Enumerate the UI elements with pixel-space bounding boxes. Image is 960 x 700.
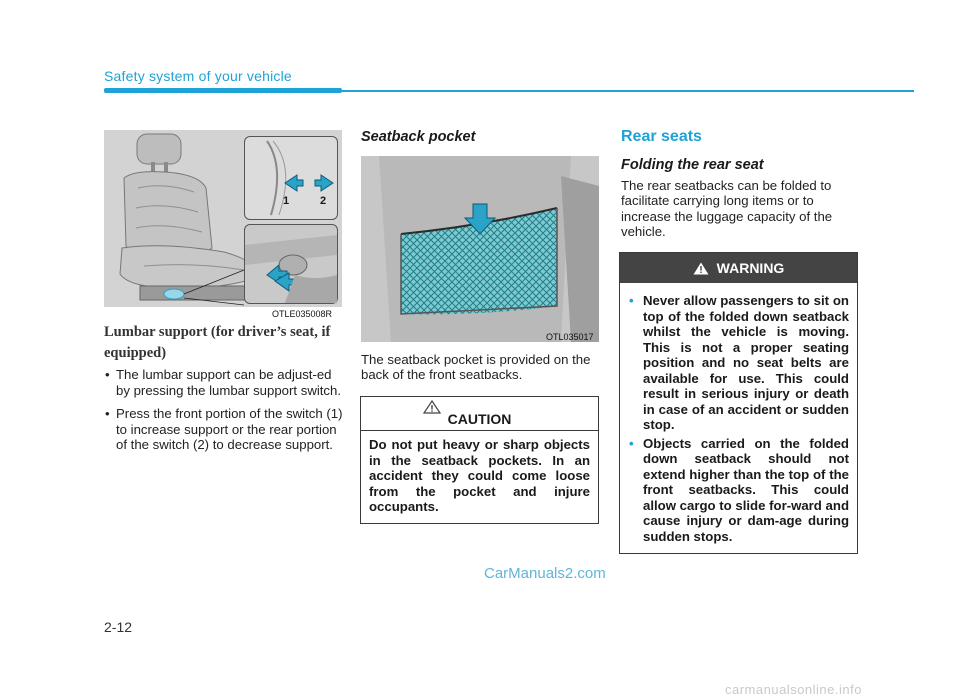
footer-watermark: carmanualsonline.info — [725, 682, 862, 697]
list-item: • The lumbar support can be adjust-ed by pressing the lumbar support switch. — [104, 367, 344, 398]
warning-header — [620, 253, 857, 283]
list-item: • Objects carried on the folded down seatback should not extend higher than the top of the front seatbacks. This could allow cargo to slide for-ward and cause injury or dam-age during sudden stops. — [628, 436, 849, 545]
warning-box — [619, 252, 858, 554]
caution-box — [360, 396, 599, 524]
caution-text: Do not put heavy or sharp objects in the seatback pockets. In an accident they could come loose from the pocket and injure occupants. — [369, 437, 590, 514]
warning-list — [620, 283, 857, 544]
warning-title: WARNING — [716, 260, 785, 276]
seatback-pocket-paragraph: The seatback pocket is provided on the back of the front seatbacks. — [361, 352, 591, 383]
rear-seats-heading: Rear seats — [621, 128, 702, 145]
switch-label-2: 2 — [320, 195, 327, 207]
lumbar-support-title: Lumbar support (for driver’s seat, if equipped) — [104, 324, 331, 361]
rear-seats-paragraph: The rear seatbacks can be folded to facilitate carrying long items or to increase the luggage capacity of the vehicle. — [621, 178, 833, 240]
seatback-pocket-illustration — [361, 156, 599, 342]
caution-title: CAUTION — [447, 410, 512, 427]
arrow-left-icon — [285, 175, 303, 191]
switch-label-1: 1 — [283, 195, 290, 207]
header-rule — [342, 90, 914, 92]
page-number: 2-12 — [104, 619, 133, 635]
list-item: • Press the front portion of the switch (1) to increase support or the rear portion of the switch (2) to decrease support. — [104, 406, 344, 453]
seatback-pocket-heading: Seatback pocket — [361, 129, 476, 145]
section-title: Safety system of your vehicle — [104, 68, 292, 84]
arrow-right-icon — [315, 175, 333, 191]
header-accent-bar — [104, 88, 342, 93]
caution-header — [361, 397, 598, 431]
pocket-drawing — [361, 156, 599, 342]
folding-rear-seat-heading: Folding the rear seat — [621, 157, 764, 173]
switch-closeup-inset — [244, 136, 338, 220]
carmanuals-link[interactable]: CarManuals2.com — [484, 565, 606, 582]
list-item: • Never allow passengers to sit on top of the folded down seatback whilst the vehicle is moving. This is not a proper seating position and no seat belts are available for use. This could result in serious injury or death in case of an accident or sudden stop. — [628, 293, 849, 433]
caution-triangle-icon — [423, 400, 441, 414]
lumbar-bullet-list — [104, 367, 344, 461]
warning-triangle-icon — [693, 262, 709, 275]
hand-switch-inset — [244, 224, 338, 304]
figure-code: OTLE035008R — [272, 309, 333, 319]
seat-illustration — [104, 130, 342, 307]
figure-code: OTL035017 — [546, 332, 594, 342]
